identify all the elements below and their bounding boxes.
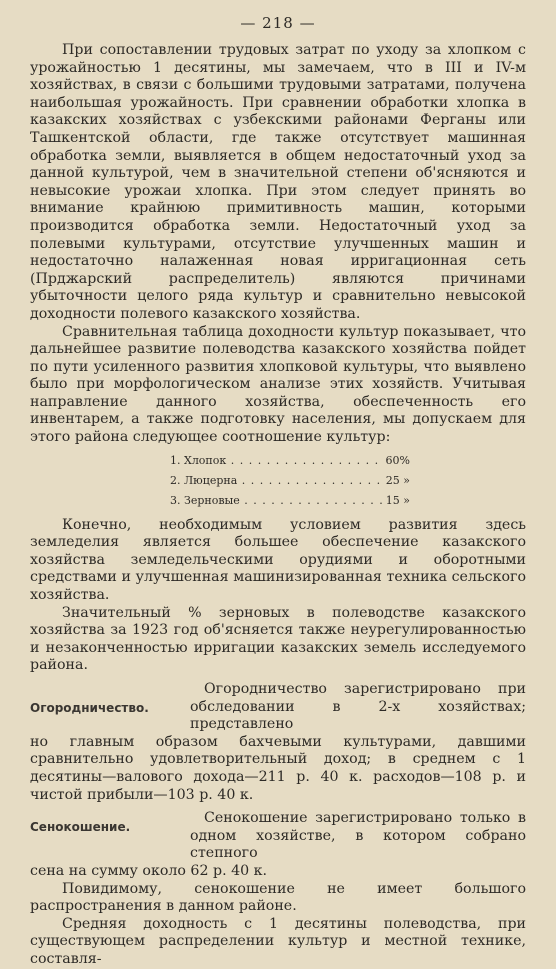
section-senokos [30, 810, 526, 863]
paragraph-ogorod-rest: но главным образом бахчевыми культурами, давшими сравнительно удовлетворительный доход; в среднем с 1 десятины—валового дохода—211 р. 40 к. расходов—108 р. и чистой прибыли—103 р. 40 к. [30, 733, 526, 803]
crop-value: 60% [385, 453, 410, 467]
crop-value: 25 » [385, 473, 410, 487]
paragraph-condition: Конечно, необходимым условием развития здесь земледелия является большее обеспечение казакского хозяйства земледельческими орудиями и оборотными средствами и улучшенная машинизированная техника сельского хозяйства. [30, 516, 526, 604]
paragraph-senokos-rest: сена на сумму около 62 р. 40 к. [30, 862, 268, 879]
section-ogorod [30, 681, 526, 734]
section-heading: Огородничество. [30, 701, 149, 715]
section-first-lines: Огородничество зарегистрировано при обследовании в 2-х хозяйствах; представлено [190, 681, 526, 733]
crop-label: 3. Зерновые . . . [170, 491, 382, 511]
list-item [170, 451, 410, 471]
crop-label: 2. Люцерна . . . [170, 471, 382, 491]
page-number: — 218 — [240, 14, 316, 32]
paragraph-average-income: Средняя доходность с 1 десятины полеводства, при существующем распределении культур и местной технике, составля- [30, 915, 526, 967]
list-item [170, 471, 410, 491]
crop-ratio-list [170, 451, 410, 511]
crop-label: 1. Хлопок . . . [170, 451, 382, 471]
crop-value: 15 » [385, 493, 410, 507]
paragraph-haymaking-spread: Повидимому, сенокошение не имеет большого распространения в данном районе. [30, 880, 526, 915]
section-first-lines: Сенокошение зарегистрировано только в одном хозяйстве, в котором собрано степного [190, 810, 526, 862]
list-item [170, 491, 410, 511]
paragraph-comparative-table: Сравнительная таблица доходности культур показывает, что дальнейшее развитие полеводства казакского хозяйства пойдет по пути усиленного развития хлопковой культуры, что выявлено было при морфологическом анализе этих хозяйств. Учитывая направление данного хозяйства, обеспеченность его инвентарем, а также подготовку населения, мы допускаем для этого района следующее соотношение культур: [30, 323, 526, 446]
section-heading: Сенокошение. [30, 820, 131, 835]
paragraph-grain-share: Значительный % зерновых в полеводстве казакского хозяйства за 1923 год об'ясняется также неурегулированностью и незаконченностью ирригации казакских земель исследуемого района. [30, 604, 526, 674]
paragraph-labor-costs: При сопоставлении трудовых затрат по уходу за хлопком с урожайностью 1 десятины, мы замечаем, что в III и IV-м хозяйствах, в связи с большими трудовыми затратами, получена наибольшая урожайность. При сравнении обработки хлопка в казакских хозяйствах с узбекскими районами Ферганы или Ташкентской области, где также отсутствует машинная обработка земли, выявляется в общем недостаточный уход за данной культурой, чем в значительной степени об'ясняются и невысокие урожаи хлопка. При этом следует принять во внимание крайнюю примитивность машин, которыми производится обработка земли. Недостаточный уход за полевыми культурами, отсутствие улучшенных машин и недостаточно налаженная новая ирригационная сеть (Прджарский распределитель) являются причинами убыточности целого ряда культур и сравнительно невысокой доходности полевого казакского хозяйства. [30, 42, 526, 322]
